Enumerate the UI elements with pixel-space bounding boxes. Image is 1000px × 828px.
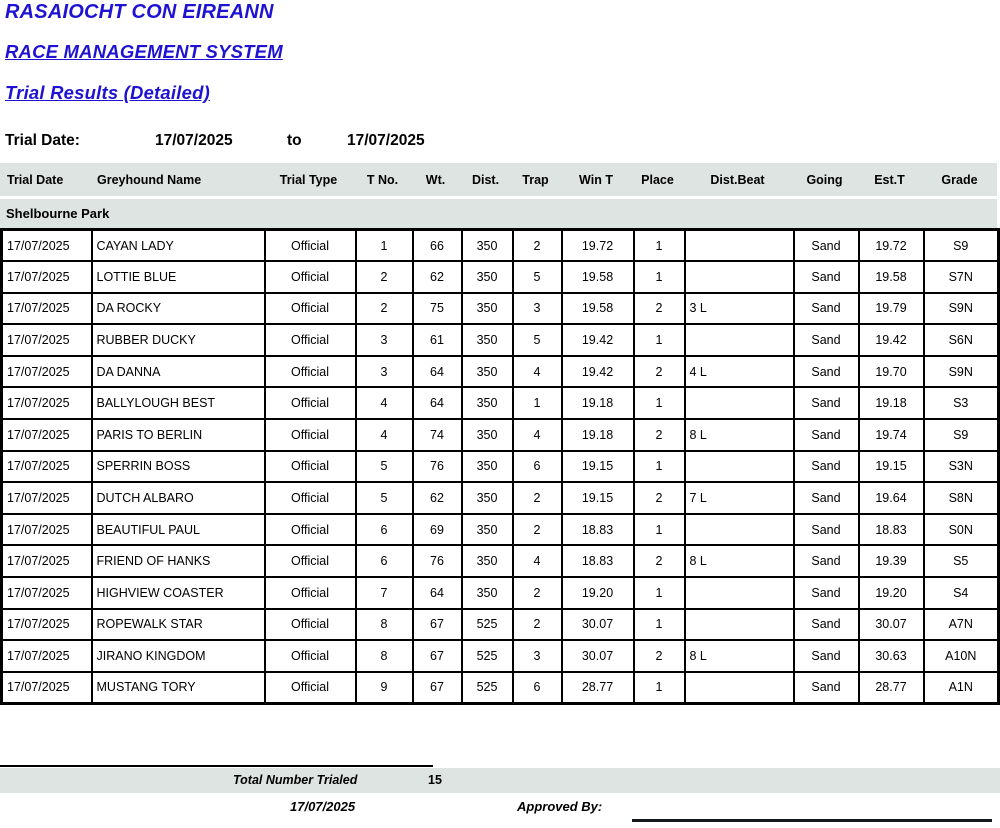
- table-cell-win-t: 19.15: [562, 482, 634, 514]
- header-cell-grade: Grade: [941, 172, 978, 187]
- table-cell-win-t: 19.18: [562, 387, 634, 419]
- table-cell-greyhound-name: RUBBER DUCKY: [92, 324, 265, 356]
- header-cell-wt: Wt.: [425, 172, 446, 187]
- table-cell-trial-type: Official: [265, 451, 356, 483]
- table-cell-grade: S3N: [924, 451, 999, 483]
- table-cell-trial-type: Official: [265, 261, 356, 293]
- table-cell-wt: 64: [413, 356, 462, 388]
- header-cell-trial-type: Trial Type: [279, 172, 338, 187]
- header-cell-trap: Trap: [522, 172, 549, 187]
- table-cell-dist-beat: [685, 577, 794, 609]
- table-cell-greyhound-name: DA DANNA: [92, 356, 265, 388]
- table-cell-trial-type: Official: [265, 419, 356, 451]
- table-cell-est-t: 28.77: [859, 672, 924, 704]
- table-cell-wt: 66: [413, 230, 462, 262]
- table-row: [2, 514, 999, 546]
- table-cell-est-t: 19.15: [859, 451, 924, 483]
- table-cell-going: Sand: [794, 451, 859, 483]
- table-row: [2, 419, 999, 451]
- table-cell-place: 1: [634, 387, 685, 419]
- table-cell-t-no: 4: [356, 387, 413, 419]
- table-cell-going: Sand: [794, 387, 859, 419]
- table-cell-dist: 350: [462, 514, 513, 546]
- table-cell-trap: 6: [513, 672, 562, 704]
- table-cell-win-t: 19.58: [562, 293, 634, 325]
- table-cell-greyhound-name: LOTTIE BLUE: [92, 261, 265, 293]
- table-cell-t-no: 6: [356, 514, 413, 546]
- table-cell-trial-type: Official: [265, 577, 356, 609]
- signature-line: [632, 819, 992, 822]
- total-trialed-value: 15: [428, 773, 442, 787]
- table-cell-win-t: 18.83: [562, 545, 634, 577]
- footer-date: 17/07/2025: [290, 799, 356, 814]
- table-cell-going: Sand: [794, 672, 859, 704]
- table-cell-wt: 76: [413, 451, 462, 483]
- approved-by-label: Approved By:: [517, 799, 603, 814]
- table-cell-going: Sand: [794, 356, 859, 388]
- trial-date-from: 17/07/2025: [155, 132, 233, 149]
- table-cell-trap: 2: [513, 482, 562, 514]
- table-cell-going: Sand: [794, 293, 859, 325]
- table-cell-going: Sand: [794, 545, 859, 577]
- table-cell-dist: 350: [462, 482, 513, 514]
- table-cell-place: 1: [634, 577, 685, 609]
- table-cell-dist-beat: [685, 230, 794, 262]
- table-cell-place: 2: [634, 482, 685, 514]
- table-cell-grade: S3: [924, 387, 999, 419]
- table-cell-t-no: 2: [356, 261, 413, 293]
- table-cell-wt: 67: [413, 672, 462, 704]
- table-cell-dist-beat: 4 L: [685, 356, 794, 388]
- table-cell-t-no: 2: [356, 293, 413, 325]
- venue-section-band: [0, 199, 997, 228]
- table-cell-greyhound-name: CAYAN LADY: [92, 230, 265, 262]
- table-cell-dist-beat: 3 L: [685, 293, 794, 325]
- table-cell-wt: 62: [413, 482, 462, 514]
- table-cell-trial-date: 17/07/2025: [2, 387, 92, 419]
- table-cell-trap: 6: [513, 451, 562, 483]
- table-cell-dist: 350: [462, 324, 513, 356]
- table-cell-grade: A1N: [924, 672, 999, 704]
- header-cell-est-t: Est.T: [874, 172, 905, 187]
- table-cell-wt: 74: [413, 419, 462, 451]
- table-cell-greyhound-name: MUSTANG TORY: [92, 672, 265, 704]
- table-cell-trap: 3: [513, 640, 562, 672]
- table-cell-trap: 2: [513, 609, 562, 641]
- table-cell-going: Sand: [794, 419, 859, 451]
- trial-date-line: [0, 132, 1000, 154]
- table-cell-trial-type: Official: [265, 514, 356, 546]
- table-cell-trial-date: 17/07/2025: [2, 577, 92, 609]
- table-cell-place: 2: [634, 545, 685, 577]
- table-row: [2, 230, 999, 262]
- org-title: RASAIOCHT CON EIREANN: [5, 1, 274, 23]
- table-cell-trial-date: 17/07/2025: [2, 324, 92, 356]
- table-cell-place: 1: [634, 230, 685, 262]
- table-cell-win-t: 30.07: [562, 640, 634, 672]
- table-cell-est-t: 19.79: [859, 293, 924, 325]
- table-cell-est-t: 19.72: [859, 230, 924, 262]
- table-cell-grade: S9: [924, 419, 999, 451]
- table-cell-going: Sand: [794, 261, 859, 293]
- header-cell-greyhound-name: Greyhound Name: [97, 172, 202, 187]
- table-cell-dist: 525: [462, 609, 513, 641]
- table-cell-trial-type: Official: [265, 482, 356, 514]
- table-cell-dist: 350: [462, 356, 513, 388]
- table-cell-trial-date: 17/07/2025: [2, 356, 92, 388]
- table-cell-place: 1: [634, 451, 685, 483]
- table-cell-going: Sand: [794, 640, 859, 672]
- trial-results-grid: [0, 228, 1000, 705]
- trial-results-table: [0, 228, 1000, 705]
- table-cell-grade: A7N: [924, 609, 999, 641]
- table-header-row: [0, 163, 997, 196]
- table-cell-trial-date: 17/07/2025: [2, 293, 92, 325]
- table-cell-wt: 64: [413, 387, 462, 419]
- table-cell-dist-beat: [685, 387, 794, 419]
- table-cell-t-no: 4: [356, 419, 413, 451]
- table-cell-wt: 64: [413, 577, 462, 609]
- table-cell-place: 1: [634, 672, 685, 704]
- table-cell-win-t: 19.18: [562, 419, 634, 451]
- table-cell-trial-type: Official: [265, 640, 356, 672]
- table-cell-trap: 2: [513, 514, 562, 546]
- table-cell-trap: 4: [513, 419, 562, 451]
- totals-top-rule: [0, 765, 433, 767]
- totals-bar: [0, 768, 1000, 793]
- table-cell-wt: 76: [413, 545, 462, 577]
- table-cell-trap: 5: [513, 261, 562, 293]
- table-cell-place: 2: [634, 640, 685, 672]
- header-cell-place: Place: [641, 172, 674, 187]
- table-cell-trial-type: Official: [265, 293, 356, 325]
- table-cell-win-t: 30.07: [562, 609, 634, 641]
- table-row: [2, 672, 999, 704]
- table-row: [2, 640, 999, 672]
- table-cell-est-t: 18.83: [859, 514, 924, 546]
- table-cell-win-t: 19.20: [562, 577, 634, 609]
- table-cell-est-t: 19.64: [859, 482, 924, 514]
- table-cell-greyhound-name: DA ROCKY: [92, 293, 265, 325]
- table-cell-grade: S5: [924, 545, 999, 577]
- table-cell-greyhound-name: BALLYLOUGH BEST: [92, 387, 265, 419]
- table-cell-grade: S9N: [924, 356, 999, 388]
- table-cell-est-t: 19.39: [859, 545, 924, 577]
- table-cell-trial-date: 17/07/2025: [2, 261, 92, 293]
- table-cell-trial-date: 17/07/2025: [2, 609, 92, 641]
- table-cell-dist: 350: [462, 545, 513, 577]
- table-cell-dist: 350: [462, 387, 513, 419]
- table-cell-trap: 1: [513, 387, 562, 419]
- table-cell-place: 1: [634, 609, 685, 641]
- table-cell-est-t: 19.58: [859, 261, 924, 293]
- table-cell-going: Sand: [794, 514, 859, 546]
- table-cell-trial-type: Official: [265, 230, 356, 262]
- table-cell-dist: 525: [462, 672, 513, 704]
- table-cell-trial-type: Official: [265, 545, 356, 577]
- table-cell-trial-type: Official: [265, 609, 356, 641]
- table-cell-est-t: 19.74: [859, 419, 924, 451]
- table-cell-dist-beat: [685, 261, 794, 293]
- header-cell-trial-date: Trial Date: [7, 172, 64, 187]
- table-cell-grade: S8N: [924, 482, 999, 514]
- table-row: [2, 451, 999, 483]
- table-cell-dist-beat: [685, 672, 794, 704]
- header-cell-t-no: T No.: [366, 172, 399, 187]
- table-cell-est-t: 30.07: [859, 609, 924, 641]
- table-cell-dist-beat: [685, 324, 794, 356]
- table-cell-wt: 67: [413, 609, 462, 641]
- report-title: Trial Results (Detailed): [5, 82, 210, 103]
- table-cell-greyhound-name: FRIEND OF HANKS: [92, 545, 265, 577]
- header-cell-dist: Dist.: [471, 172, 500, 187]
- table-cell-est-t: 30.63: [859, 640, 924, 672]
- trial-date-to-word: to: [287, 132, 302, 149]
- table-cell-wt: 61: [413, 324, 462, 356]
- table-cell-place: 2: [634, 419, 685, 451]
- table-cell-dist: 525: [462, 640, 513, 672]
- table-cell-trial-date: 17/07/2025: [2, 640, 92, 672]
- trial-date-label: Trial Date:: [5, 132, 80, 149]
- table-cell-trap: 4: [513, 545, 562, 577]
- table-cell-grade: S4: [924, 577, 999, 609]
- table-row: [2, 482, 999, 514]
- table-cell-trial-type: Official: [265, 672, 356, 704]
- venue-name: Shelbourne Park: [6, 206, 110, 221]
- table-cell-trial-date: 17/07/2025: [2, 545, 92, 577]
- table-cell-win-t: 19.58: [562, 261, 634, 293]
- header-cell-win-t: Win T: [579, 172, 613, 187]
- header-cell-dist-beat: Dist.Beat: [710, 172, 765, 187]
- table-cell-t-no: 1: [356, 230, 413, 262]
- table-cell-dist: 350: [462, 293, 513, 325]
- table-cell-trial-type: Official: [265, 356, 356, 388]
- table-cell-est-t: 19.70: [859, 356, 924, 388]
- table-cell-wt: 62: [413, 261, 462, 293]
- table-cell-place: 2: [634, 293, 685, 325]
- table-cell-dist-beat: [685, 514, 794, 546]
- table-cell-wt: 75: [413, 293, 462, 325]
- table-cell-dist: 350: [462, 451, 513, 483]
- table-cell-wt: 67: [413, 640, 462, 672]
- table-cell-place: 2: [634, 356, 685, 388]
- table-cell-greyhound-name: DUTCH ALBARO: [92, 482, 265, 514]
- table-cell-grade: S9N: [924, 293, 999, 325]
- table-cell-t-no: 5: [356, 451, 413, 483]
- table-cell-dist-beat: 8 L: [685, 640, 794, 672]
- table-cell-going: Sand: [794, 230, 859, 262]
- table-cell-place: 1: [634, 514, 685, 546]
- table-cell-wt: 69: [413, 514, 462, 546]
- table-row: [2, 356, 999, 388]
- table-cell-going: Sand: [794, 324, 859, 356]
- table-row: [2, 261, 999, 293]
- table-cell-trial-date: 17/07/2025: [2, 672, 92, 704]
- table-cell-dist: 350: [462, 230, 513, 262]
- table-cell-trap: 2: [513, 230, 562, 262]
- table-cell-dist-beat: 7 L: [685, 482, 794, 514]
- table-cell-dist-beat: [685, 609, 794, 641]
- table-cell-dist: 350: [462, 261, 513, 293]
- table-cell-win-t: 19.72: [562, 230, 634, 262]
- table-cell-greyhound-name: JIRANO KINGDOM: [92, 640, 265, 672]
- table-cell-trial-date: 17/07/2025: [2, 419, 92, 451]
- table-row: [2, 293, 999, 325]
- table-cell-greyhound-name: SPERRIN BOSS: [92, 451, 265, 483]
- table-cell-grade: S6N: [924, 324, 999, 356]
- table-cell-trap: 3: [513, 293, 562, 325]
- table-cell-dist: 350: [462, 419, 513, 451]
- table-cell-est-t: 19.42: [859, 324, 924, 356]
- table-cell-trial-type: Official: [265, 387, 356, 419]
- table-row: [2, 387, 999, 419]
- table-cell-going: Sand: [794, 482, 859, 514]
- table-cell-grade: A10N: [924, 640, 999, 672]
- table-cell-trap: 2: [513, 577, 562, 609]
- table-cell-trap: 5: [513, 324, 562, 356]
- table-cell-trial-date: 17/07/2025: [2, 482, 92, 514]
- table-cell-grade: S0N: [924, 514, 999, 546]
- table-cell-grade: S7N: [924, 261, 999, 293]
- table-cell-t-no: 3: [356, 324, 413, 356]
- table-cell-t-no: 3: [356, 356, 413, 388]
- table-cell-win-t: 28.77: [562, 672, 634, 704]
- table-cell-t-no: 8: [356, 609, 413, 641]
- table-cell-going: Sand: [794, 577, 859, 609]
- table-cell-win-t: 19.42: [562, 324, 634, 356]
- system-title: RACE MANAGEMENT SYSTEM: [5, 41, 283, 62]
- table-cell-t-no: 8: [356, 640, 413, 672]
- table-cell-going: Sand: [794, 609, 859, 641]
- table-row: [2, 609, 999, 641]
- table-cell-t-no: 5: [356, 482, 413, 514]
- table-cell-est-t: 19.20: [859, 577, 924, 609]
- trial-date-to: 17/07/2025: [347, 132, 425, 149]
- table-cell-win-t: 19.15: [562, 451, 634, 483]
- table-cell-greyhound-name: HIGHVIEW COASTER: [92, 577, 265, 609]
- table-cell-trial-date: 17/07/2025: [2, 514, 92, 546]
- table-cell-t-no: 6: [356, 545, 413, 577]
- table-cell-greyhound-name: BEAUTIFUL PAUL: [92, 514, 265, 546]
- table-cell-trap: 4: [513, 356, 562, 388]
- table-cell-trial-date: 17/07/2025: [2, 451, 92, 483]
- table-cell-greyhound-name: ROPEWALK STAR: [92, 609, 265, 641]
- table-cell-place: 1: [634, 261, 685, 293]
- table-cell-win-t: 19.42: [562, 356, 634, 388]
- table-cell-t-no: 7: [356, 577, 413, 609]
- table-row: [2, 577, 999, 609]
- table-cell-est-t: 19.18: [859, 387, 924, 419]
- table-cell-win-t: 18.83: [562, 514, 634, 546]
- total-trialed-label: Total Number Trialed: [233, 773, 358, 787]
- table-cell-place: 1: [634, 324, 685, 356]
- table-cell-dist-beat: [685, 451, 794, 483]
- table-cell-greyhound-name: PARIS TO BERLIN: [92, 419, 265, 451]
- table-cell-trial-date: 17/07/2025: [2, 230, 92, 262]
- header-cell-going: Going: [806, 172, 843, 187]
- table-cell-dist-beat: 8 L: [685, 545, 794, 577]
- table-cell-dist-beat: 8 L: [685, 419, 794, 451]
- table-cell-trial-type: Official: [265, 324, 356, 356]
- footer-line: [0, 799, 1000, 819]
- table-cell-grade: S9: [924, 230, 999, 262]
- table-cell-dist: 350: [462, 577, 513, 609]
- table-row: [2, 324, 999, 356]
- table-row: [2, 545, 999, 577]
- table-cell-t-no: 9: [356, 672, 413, 704]
